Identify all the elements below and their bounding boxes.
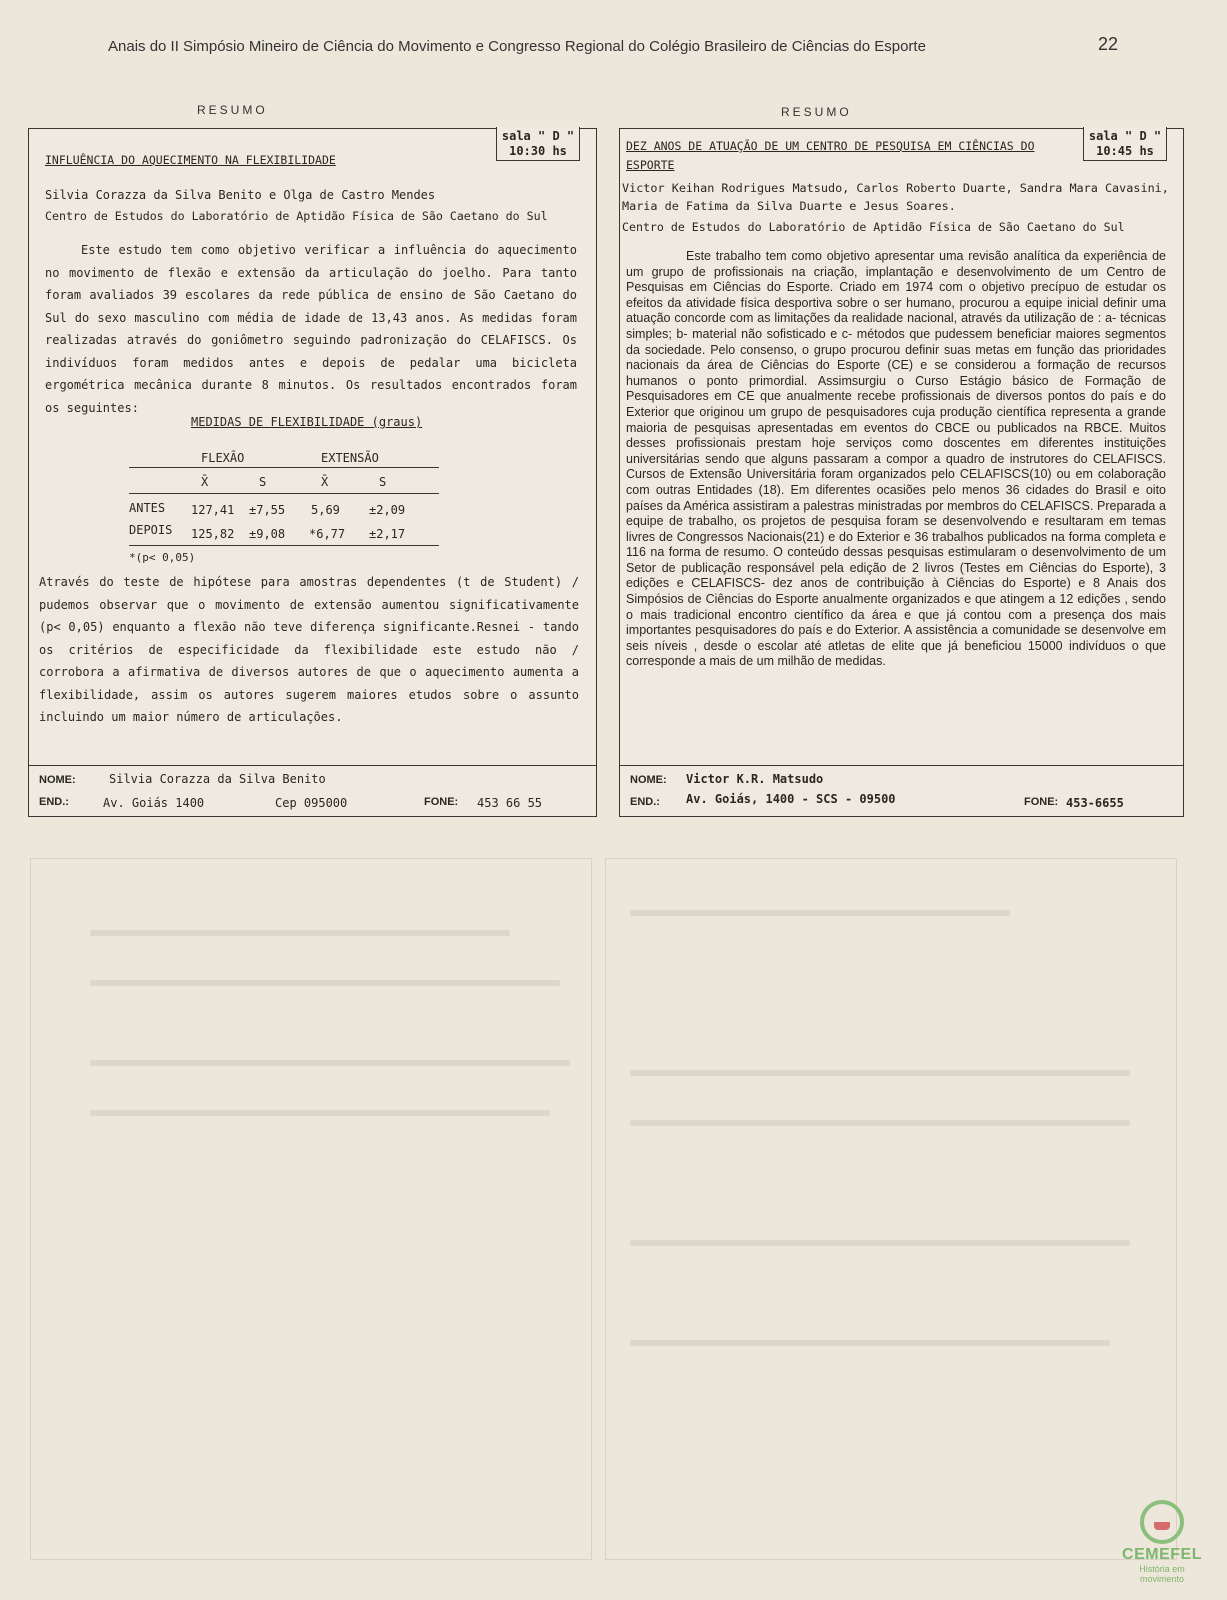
contact-phone: 453-6655 (1066, 796, 1124, 810)
subheader-mean-flexion: X̄ (201, 475, 209, 489)
ghost-line (630, 1240, 1130, 1246)
paragraph-intro: Este estudo tem como objetivo verificar a influência do aquecimento no movimento de flexão e extensão da articulação do joelho. Para tanto foram avaliados 39 escolares da rede pública de ensino de São Caetano do Sul do sexo masculino com média de idade de 13,43 anos. As medidas foram realizadas através do goniômetro seguindo padronização do CELAFISCS. Os indivíduos foram medidos antes e depois de pedalar uma bicicleta ergométrica mecânica durante 8 minutos. Os resultados encontrados foram os seguintes: (45, 243, 577, 415)
room-label: sala " D " (1088, 129, 1162, 143)
row-label-depois: DEPOIS (129, 523, 173, 537)
table-cell: ±7,55 (249, 503, 286, 517)
bleed-through-background (30, 820, 1180, 1560)
proceedings-title: Anais do II Simpósio Mineiro de Ciência do Movimento e Congresso Regional do Colégio Brasileiro de Ciências do Esporte (108, 38, 926, 55)
ghost-card (30, 858, 592, 1560)
abstract-authors: Silvia Corazza da Silva Benito e Olga de Castro Mendes (45, 188, 436, 202)
abstract-body (626, 249, 1166, 670)
flexibility-table (29, 415, 598, 565)
contact-cep: Cep 095000 (275, 796, 348, 810)
ghost-line (90, 930, 510, 936)
room-time-box (1083, 127, 1167, 161)
abstract-card-right (619, 128, 1184, 817)
table-title: MEDIDAS DE FLEXIBILIDADE (graus) (191, 415, 423, 429)
ghost-line (630, 1120, 1130, 1126)
ghost-line (630, 1070, 1130, 1076)
ghost-line (630, 910, 1010, 916)
abstract-authors: Victor Keihan Rodrigues Matsudo, Carlos Roberto Duarte, Sandra Mara Cavasini, Maria de Fatima da Silva Duarte e Jesus Soares. (622, 181, 1169, 213)
table-cell: 125,82 (191, 527, 235, 541)
abstract-card-left (28, 128, 597, 817)
group-header-flexion: FLEXÃO (201, 451, 245, 465)
resumo-label-left: RESUMO (197, 103, 268, 117)
table-cell: 127,41 (191, 503, 235, 517)
table-rule (129, 493, 439, 494)
page-header (108, 34, 1118, 55)
ghost-line (630, 1340, 1110, 1346)
contact-footer-left (29, 765, 596, 816)
ghost-card (605, 858, 1177, 1560)
phone-label: FONE: (424, 796, 459, 808)
abstract-title: INFLUÊNCIA DO AQUECIMENTO NA FLEXIBILIDADE (45, 153, 336, 167)
contact-phone: 453 66 55 (477, 796, 543, 810)
table-cell: ±9,08 (249, 527, 286, 541)
abstract-title: DEZ ANOS DE ATUAÇÃO DE UM CENTRO DE PESQUISA EM CIÊNCIAS DO ESPORTE (626, 139, 1035, 172)
cemefel-logo (1117, 1500, 1207, 1590)
ghost-line (90, 980, 560, 986)
group-header-extension: EXTENSÃO (321, 451, 379, 465)
contact-address: Av. Goiás 1400 (103, 796, 205, 810)
contact-footer-right (620, 765, 1183, 816)
room-time-box (496, 127, 580, 161)
paragraph-main: Este trabalho tem como objetivo apresentar uma revisão analítica da experiência de um grupo de profissionais na criação, implantação e desenvolvimento de um Centro de Pesquisas em Ciências do Esporte. Criado em 1974 com o objetivo precípuo de estudar os efeitos da atividade física desportiva sobre o ser humano, procurou a equipe inicial definir uma atuação concorde com as limitações da realidade nacional, através da utilização de : a- técnicas simples; b- material não sofisticado e c- métodos que pudessem beneficiar maiores segmentos da sociedade. Pelo consenso, o grupo procurou definir suas metas em função das prioridades nacionais da área de Ciências do Esporte (CE) e se considerou a formação de recursos humanos o ponto primordial. Assimsurgiu o Curso Estágio básico de Formação de Pesquisadores em CE que anualmente recebe profissionais de diversos pontos do país e do Exterior que originou um grupo de pesquisadores cuja produção científica representa a grande maioria de pesquisas apresentadas em eventos do CBCE ou publicados na RBCE. Muitos desses profissionais prestam hoje serviços como doscentes em diferentes instituições universitárias sendo que alguns passaram a compor a quadro de instrutores do CELAFISCS. Cursos de Extensão Universitária foram organizados pelo CELAFISCS(10) ou em colaboração com outras Entidades (18). Em diferentes ocasiões pelo menos 36 cidades do Brasil e oito países da América assistiram a palestras ministradas por membros do CELAFISCS. Preparada a equipe de trabalho, os projetos de pesquisa foram se desenvolvendo e resultaram em temas livres de Congressos Nacionais(21) e do Exterior e 36 trabalhos publicados na forma completa e 116 na forma de resumo. O conteúdo dessas pesquisas estimularam o desenvolvimento de um Setor de publicação responsável pela edição de 2 livros (Testes em Ciências do Esporte), 3 edições e CELAFISCS- dez anos de contribuição à Ciências do Esporte) e 8 Anais dos Simpósios de Ciências do Esporte anualmente organizados e que atingem a 12 edições , sendo o mais tradicional encontro científico da área e que já contou com a presença dos mais importantes pesquisadores do país e do Exterior. A assistência a comunidade se desenvolve em seis níveis , desde o escolar até atletas de elite que já beneficiou 15000 indivíduos o que corresponde a mais de um milhão de medidas. (626, 249, 1166, 669)
table-rule (129, 467, 439, 468)
address-label: END.: (630, 796, 660, 808)
logo-tagline: História em movimento (1139, 1564, 1185, 1584)
contact-address: Av. Goiás, 1400 - SCS - 09500 (686, 792, 896, 806)
abstract-body-intro (45, 239, 577, 419)
abstract-institution: Centro de Estudos do Laboratório de Aptidão Física de São Caetano do Sul (45, 209, 548, 223)
address-label: END.: (39, 796, 69, 808)
name-label: NOME: (39, 774, 76, 786)
table-cell: *6,77 (309, 527, 346, 541)
session-time: 10:45 hs (1096, 144, 1154, 158)
subheader-sd-extension: S (379, 475, 387, 489)
abstract-institution: Centro de Estudos do Laboratório de Aptidão Física de São Caetano do Sul (622, 220, 1125, 234)
resumo-label-right: RESUMO (781, 105, 852, 119)
table-cell: ±2,17 (369, 527, 406, 541)
paragraph-results: Através do teste de hipótese para amostras dependentes (t de Student) / pudemos observar que o movimento de extensão aumentou significativamente (p< 0,05) enquanto a flexão não teve diferença significante.Resnei - tando os critérios de especificidade da flexibilidade este estudo não / corrobora a afirmativa de diversos autores de que o aquecimento aumenta a flexibilidade, assim os autores sugerem maiores etudos sobre o assunto incluindo um maior número de articulações. (39, 575, 579, 724)
session-time: 10:30 hs (509, 144, 567, 158)
table-cell: 5,69 (311, 503, 340, 517)
subheader-sd-flexion: S (259, 475, 267, 489)
phone-label: FONE: (1024, 796, 1059, 808)
logo-name: CEMEFEL (1122, 1546, 1202, 1563)
page-number: 22 (1097, 34, 1118, 54)
contact-name: Silvia Corazza da Silva Benito (109, 772, 326, 786)
subheader-mean-extension: X̄ (321, 475, 329, 489)
name-label: NOME: (630, 774, 667, 786)
abstract-body-results (39, 571, 579, 729)
row-label-antes: ANTES (129, 501, 166, 515)
room-label: sala " D " (501, 129, 575, 143)
book-circle-icon (1140, 1500, 1184, 1544)
ghost-line (90, 1060, 570, 1066)
table-footnote: *(p< 0,05) (129, 551, 196, 564)
ghost-line (90, 1110, 550, 1116)
table-cell: ±2,09 (369, 503, 406, 517)
table-rule (129, 545, 439, 546)
contact-name: Victor K.R. Matsudo (686, 772, 824, 786)
